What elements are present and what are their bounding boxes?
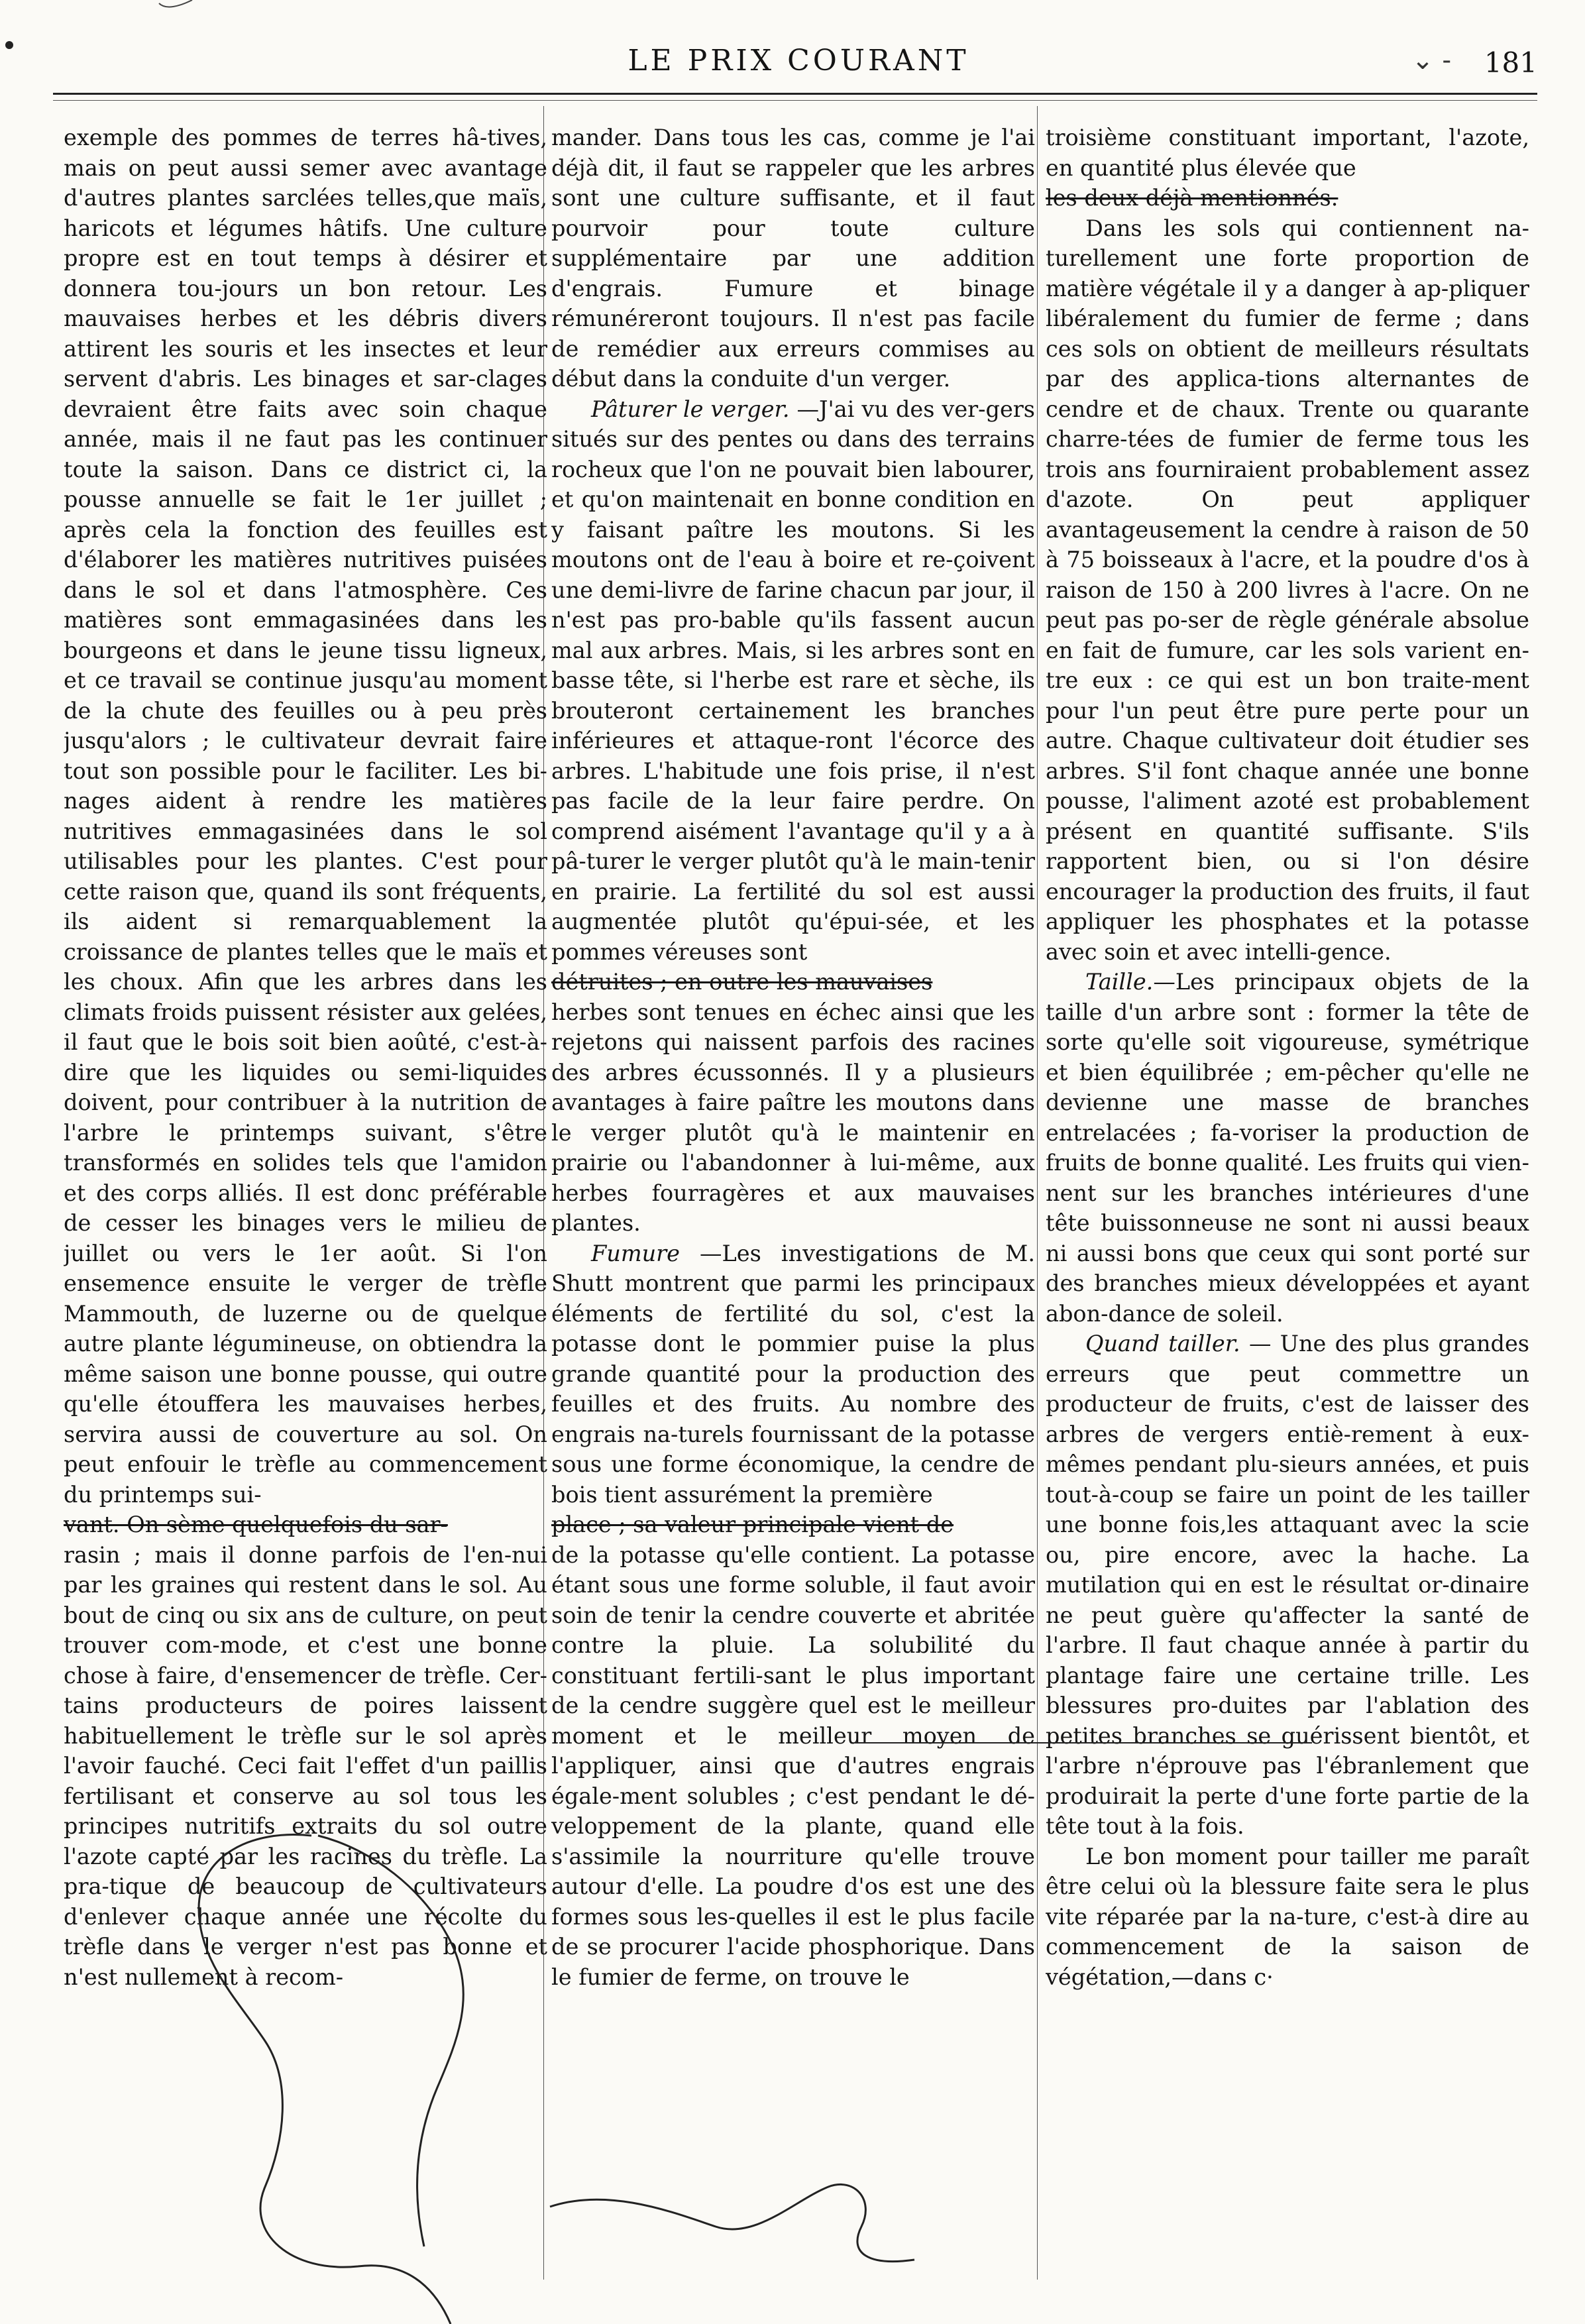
section-lead: Taille.: [1085, 969, 1154, 995]
struck-line: les deux déjà mentionnés.: [1046, 185, 1339, 211]
header-rule: [53, 93, 1537, 95]
struck-line: détruites ; en outre les mauvaises: [551, 969, 933, 995]
column-divider: [1037, 106, 1038, 2280]
paragraph: mander. Dans tous les cas, comme je l'ai déjà dit, il faut se rappeler que les arbres sont une culture suffisante, et il faut pourvoir pour toute culture supplémentaire par une addition d'engrais. Fumure et binage rémunéreront toujours. Il n'est pas facile de remédier aux erreurs commises au début dans la conduite d'un verger.: [551, 125, 1035, 392]
paragraph: [1046, 967, 1529, 1329]
section-lead: Quand tailler.: [1085, 1331, 1240, 1356]
paragraph: exemple des pommes de terres hâ-tives, mais on peut aussi semer avec avantage d'autres plantes sarclées telles,que maïs, haricots et légumes hâtifs. Une culture propre est en tout temps à désirer et donnera tou-jours un bon retour. Les mauvaises herbes et les débris divers attirent les souris et les insectes et leur servent d'abris. Les binages et sar-clages devraient être faits avec soin chaque année, mais il ne faut pas les continuer toute la saison. Dans ce district ci, la pousse annuelle se fait le 1er juillet ; après cela la fonction des feuilles est d'élaborer les matières nutritives puisées dans le sol et dans l'atmosphère. Ces matières sont emmagasinées dans les bourgeons et dans le jeune tissu ligneux, et ce travail se continue jusqu'au moment de la chute des feuilles ou à peu près jusqu'alors ; le cultivateur devrait faire tout son possible pour le faciliter. Les bi-nages aident à rendre les matières nutritives emmagasinées dans le sol utilisables pour les plantes. C'est pour cette raison que, quand ils sont fréquents, ils aident si remarquablement la croissance de plantes telles que le maïs et les choux. Afin que les arbres dans les climats froids puissent résister aux gelées, il faut que le bois soit bien aoûté, c'est-à-dire que les liquides ou semi-liquides doivent, pour contribuer à la nutrition de l'arbre le printemps suivant, s'être transformés en solides tels que l'amidon et des corps alliés. Il est donc préférable de cesser les binages vers le milieu de juillet ou vers le 1er août. Si l'on ensemence ensuite le verger de trèfle Mammouth, de luzerne ou de quelque autre plante légumineuse, on obtiendra la même saison une bonne pousse, qui outre qu'elle étouffera les mauvaises herbes, servira aussi de couverture au sol. On peut enfouir le trèfle au commencement du printemps sui-: [64, 125, 547, 1508]
paragraph: troisième constituant important, l'azote, en quantité plus élevée que: [1046, 125, 1529, 181]
paragraph: Dans les sols qui contiennent na-turellement une forte proportion de matière végétale il y a danger à ap-pliquer libéralement du fumier de ferme ; dans ces sols on obtient de meilleurs résultats par des applica-tions alternantes de cendre et de chaux. Trente ou quarante charre-tées de fumier de ferme tous les trois ans fourniraient probablement assez d'azote. On peut appliquer avantageusement la cendre à raison de 50 à 75 boisseaux à l'acre, et la poudre d'os à raison de 150 à 200 livres à l'acre. On ne peut pas po-ser de règle générale absolue en fait de fumure, car les sols varient en-tre eux : ce qui est un bon traite-ment pour l'un peut être pure perte pour un autre. Chaque cultivateur doit étudier ses arbres. S'il font chaque année une bonne pousse, l'aliment azoté est probablement présent en quantité suffisante. S'ils rapportent bien, ou si l'on désire encourager la production des fruits, il faut appliquer les phosphates et la potasse avec soin et avec intelli-gence.: [1046, 215, 1529, 965]
paragraph: [551, 394, 1035, 968]
header-rule-thin: [53, 100, 1537, 101]
struck-line: place ; sa valeur principale vient de: [551, 1512, 954, 1537]
section-lead: Fumure: [591, 1240, 680, 1266]
paragraph: Le bon moment pour tailler me paraît être celui où la blessure faite sera le plus vite réparée par la na-ture, c'est-à dire au commencement de la saison de végétation,—dans c·: [1046, 1843, 1529, 1990]
struck-line: vant. On sème quelquefois du sar-: [64, 1512, 448, 1537]
paragraph-text: —J'ai vu des ver-gers situés sur des pentes ou dans des terrains rocheux que l'on ne pouvait bien labourer, et qu'on maintenait en bonne condition en y faisant paître les moutons. Si les moutons ont de l'eau à boire et re-çoivent une demi-livre de farine chacun par jour, il n'est pas pro-bable qu'ils fassent aucun mal aux arbres. Mais, si les arbres sont en basse tête, si l'herbe est rare et sèche, ils brouteront certainement les branches inférieures et attaque-ront l'écorce des arbres. L'habitude une fois prise, il n'est pas facile de la leur faire perdre. On comprend aisément l'avantage qu'il y a à pâ-turer le verger plutôt qu'à le main-tenir en prairie. La fertilité du sol est aussi augmentée plutôt qu'épui-sée, et les pommes véreuses sont: [551, 396, 1035, 965]
text-column-2: [551, 123, 1035, 2270]
paragraph: [551, 1239, 1035, 1510]
page-title: LE PRIX COURANT: [628, 44, 969, 78]
section-lead: Pâturer le verger.: [591, 396, 790, 422]
page-number: 181: [1484, 46, 1537, 79]
paragraph: herbes sont tenues en échec ainsi que les rejetons qui naissent parfois des racines des arbres écussonnés. Il y a plusieurs avantages à faire paître les moutons dans le verger plutôt qu'à le maintenir en prairie ou l'abandonner à lui-même, aux herbes fourragères et aux mauvaises plantes.: [551, 999, 1035, 1236]
paragraph-text: —Les principaux objets de la taille d'un arbre sont : former la tête de sorte qu'elle soit vigoureuse, symétrique et bien équilibrée ; em-pêcher qu'elle ne devienne une masse de branches entrelacées ; fa-voriser la production de fruits de bonne qualité. Les fruits qui vien-nent sur les branches intérieures d'une tête buissonneuse ne sont ni aussi beaux ni aussi bons que ceux qui sont porté sur des branches mieux développées et ayant abon-dance de soleil.: [1046, 969, 1529, 1327]
paragraph: rasin ; mais il donne parfois de l'en-nui par les graines qui restent dans le sol. Au bout de cinq ou six ans de culture, on peut trouver com-mode, et c'est une bonne chose à faire, d'ensemencer de trèfle. Cer-tains producteurs de poires laissent habituellement le trèfle sur le sol après l'avoir fauché. Ceci fait l'effet d'un paillis fertilisant et conserve au sol tous les principes nutritifs extraits du sol outre l'azote capté par les racines du trèfle. La pra-tique de beaucoup de cultivateurs d'enlever chaque année une récolte du trèfle dans le verger n'est pas bonne et n'est nullement à recom-: [64, 1541, 547, 1990]
text-column-3: [1046, 123, 1529, 2270]
text-column-1: [64, 123, 547, 2270]
paragraph: [1046, 1329, 1529, 1842]
paragraph-text: — Une des plus grandes erreurs que peut commettre un producteur de fruits, c'est de laisser des arbres de vergers entiè-rement à eux-mêmes pendant plu-sieurs années, et puis tout-à-coup se faire un point de les tailler une bonne fois,les attaquant avec la scie ou, pire encore, avec la hache. La mutilation qui en est le résultat or-dinaire ne peut guère qu'affecter la santé de l'arbre. Il faut chaque année à partir du plantage faire une certaine trille. Les blessures pro-duites par l'ablation des petites branches se guérissent bientôt, et l'arbre n'éprouve pas l'ébranlement que produirait la perte d'une forte partie de la tête tout à la fois.: [1046, 1331, 1529, 1839]
page-header: [46, 38, 1551, 91]
paragraph-text: —Les investigations de M. Shutt montrent que parmi les principaux éléments de fertilité du sol, c'est la potasse dont le pommier puise la plus grande quantité pour la production des feuilles et des fruits. Au nombre des engrais na-turels fournissant de la potasse sous une forme économique, la cendre de bois tient assurément la première: [551, 1240, 1035, 1508]
pen-scribble: [159, 0, 192, 7]
paragraph: de la potasse qu'elle contient. La potasse étant sous une forme soluble, il faut avoir soin de tenir la cendre couverte et abritée contre la pluie. La solubilité du constituant fertili-sant le plus important de la cendre suggère quel est le meilleur moment et le meilleur moyen de l'appliquer, ainsi que d'autres engrais égale-ment solubles ; c'est pendant le dé-veloppement de la plante, quand elle s'assimile la nourriture qu'elle trouve autour d'elle. La poudre d'os est une des formes sous les-quelles il est le plus facile de se procurer l'acide phosphorique. Dans le fumier de ferme, on trouve le: [551, 1541, 1035, 1990]
margin-mark: ⌄ -: [1411, 45, 1451, 76]
margin-dot: [5, 41, 13, 49]
